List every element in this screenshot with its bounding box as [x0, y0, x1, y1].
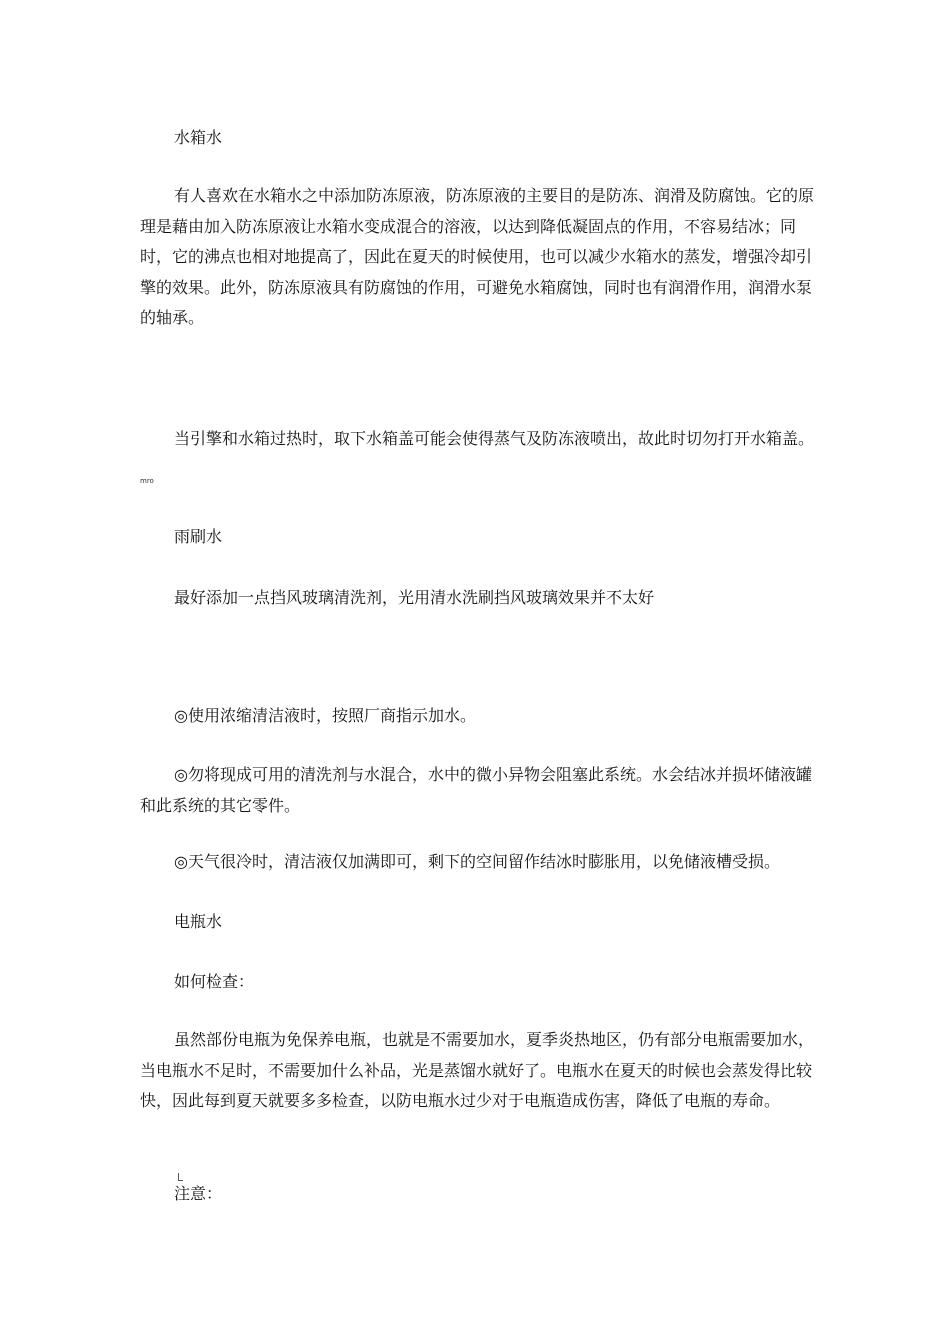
radiator-heading: 水箱水 [174, 128, 223, 147]
wiper-paragraph: 最好添加一点挡风玻璃清洗剂，光用清水洗刷挡风玻璃效果并不太好 [174, 588, 655, 607]
small-mark-text: mro [140, 477, 154, 485]
wiper-note-mixing: ◎勿将现成可用的清洗剂与水混合，水中的微小异物会阻塞此系统。水会结冰并损坏储液罐和此系统的其它零件。 [140, 765, 812, 815]
radiator-warning-paragraph: 当引擎和水箱过热时，取下水箱盖可能会使得蒸气及防冻液喷出，故此时切勿打开水箱盖。 [174, 429, 815, 448]
wiper-note-cold-weather: ◎天气很冷时，清洁液仅加满即可，剩下的空间留作结冰时膨胀用，以免储液槽受损。 [174, 852, 780, 871]
wiper-heading: 雨刷水 [174, 527, 223, 546]
battery-note-label: 注意： [174, 1184, 223, 1203]
battery-heading: 电瓶水 [174, 912, 223, 931]
wiper-note-concentrate: ◎使用浓缩清洁液时，按照厂商指示加水。 [174, 706, 476, 725]
battery-check-label: 如何检查： [174, 972, 255, 991]
radiator-paragraph: 有人喜欢在水箱水之中添加防冻原液，防冻原液的主要目的是防冻、润滑及防腐蚀。它的原理是藉由加入防冻原液让水箱水变成混合的溶液，以达到降低凝固点的作用，不容易结冰；同时，它的沸点也相对地提高了，因此在夏天的时候使用，也可以减少水箱水的蒸发，增强冷却引擎的效果。此外，防冻原液具有防腐蚀的作用，可避免水箱腐蚀，同时也有润滑作用，润滑水泵的轴承。 [140, 186, 815, 327]
battery-paragraph: 虽然部份电瓶为免保养电瓶，也就是不需要加水，夏季炎热地区，仍有部分电瓶需要加水，当电瓶水不足时，不需要加什么补品，光是蒸馏水就好了。电瓶水在夏天的时候也会蒸发得比较快，因此每到夏天就要多多检查，以防电瓶水过少对于电瓶造成伤害，降低了电瓶的寿命。 [140, 1030, 815, 1110]
